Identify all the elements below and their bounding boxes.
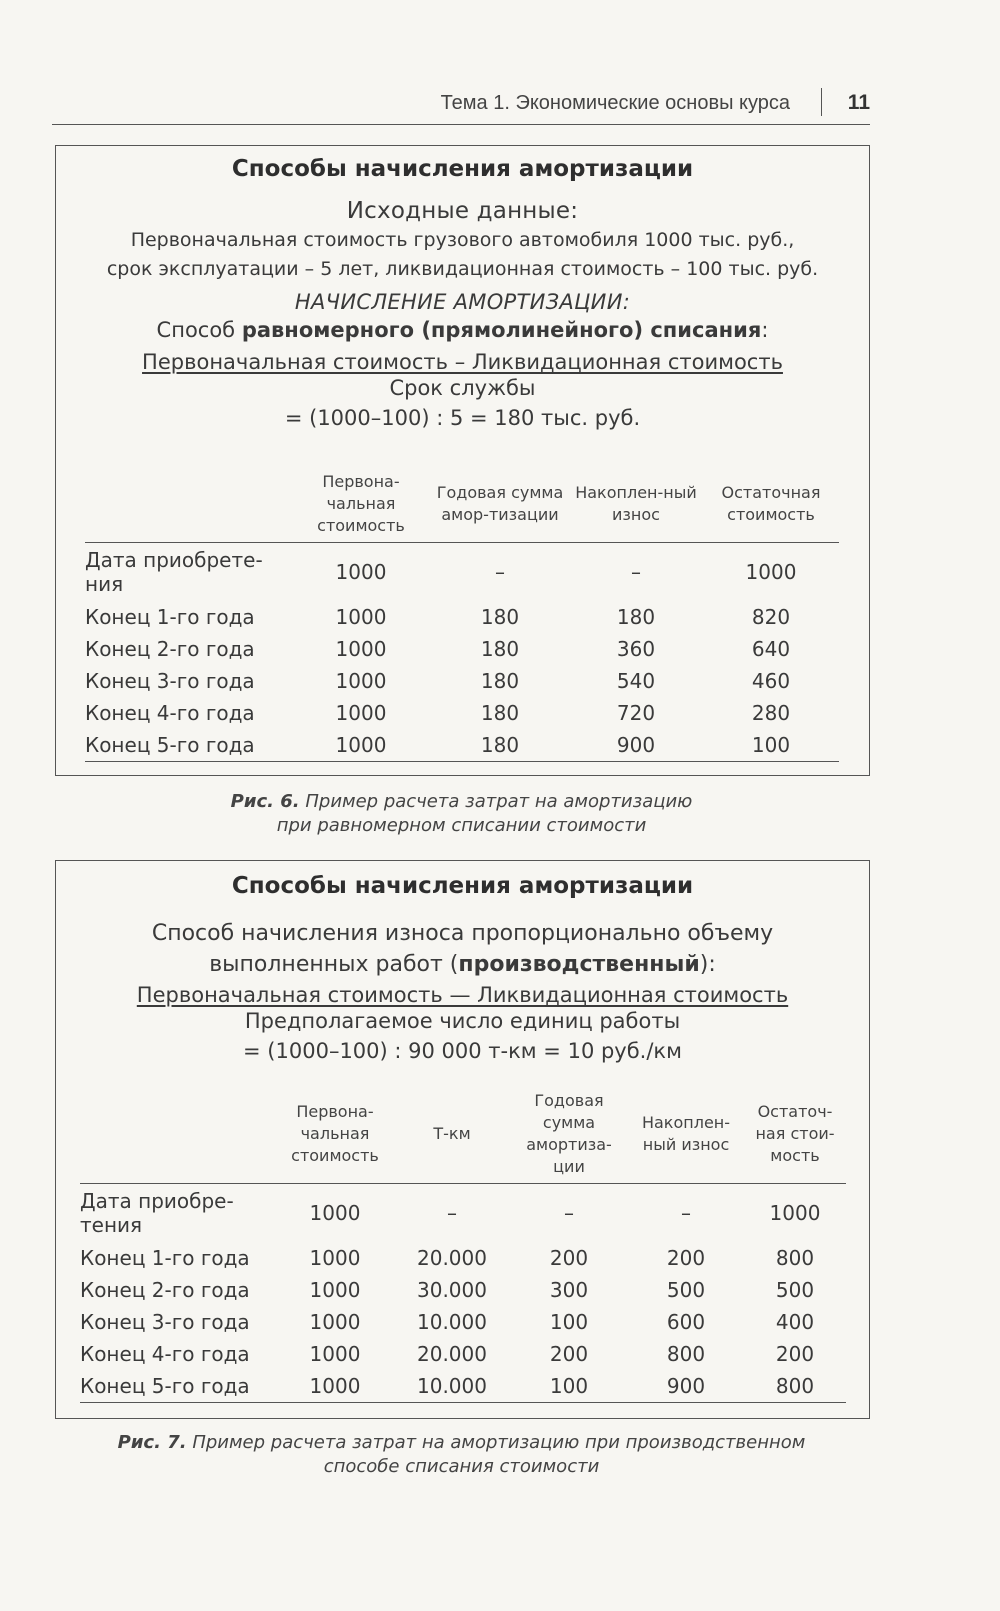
- row-label: Дата приобрете-ния: [85, 548, 263, 596]
- page-number: 11: [847, 91, 870, 114]
- table-row: [85, 665, 839, 697]
- method-name: равномерного (прямолинейного) списания: [241, 318, 762, 342]
- table-row: [85, 601, 839, 633]
- column-header: Годовая сумма амор-тизации: [431, 470, 569, 543]
- table-cell: 720: [616, 701, 656, 725]
- formula-numerator: Первоначальная стоимость — Ликвидационная стоимость: [136, 983, 789, 1007]
- method-line: [56, 318, 869, 342]
- table-cell: 200: [549, 1246, 589, 1270]
- table-cell: 1000: [309, 1201, 361, 1225]
- table-row: [85, 729, 839, 762]
- table-cell: 600: [666, 1310, 706, 1334]
- method-prefix: Способ: [156, 318, 242, 342]
- table-cell: –: [631, 560, 641, 584]
- caption-text: Пример расчета затрат на амортизацию при производственном: [192, 1432, 806, 1453]
- table-row: [85, 697, 839, 729]
- column-header: Т-км: [394, 1089, 510, 1184]
- table-row: [80, 1306, 846, 1338]
- column-header: Годовая сумма амортиза-ции: [510, 1089, 628, 1184]
- figure-6-box: [55, 145, 870, 776]
- caption-line-2: при равномерном списании стоимости: [276, 815, 647, 836]
- table-cell: –: [495, 560, 505, 584]
- table-header-row: [80, 1089, 846, 1184]
- row-label: Конец 1-го года: [85, 605, 255, 629]
- table-cell: 1000: [291, 729, 431, 762]
- caption-text: Пример расчета затрат на амортизацию: [305, 791, 693, 812]
- figure-7-box: [55, 860, 870, 1419]
- figure-6-caption: [55, 790, 868, 838]
- table-cell: 100: [703, 729, 839, 762]
- table-cell: 1000: [309, 1310, 361, 1334]
- row-label: Конец 3-го года: [85, 669, 255, 693]
- caption-line-1: [55, 790, 868, 814]
- method-line-2: [56, 952, 869, 977]
- table-row: [80, 1274, 846, 1306]
- table-row: [80, 1370, 846, 1403]
- table-cell: 800: [744, 1370, 846, 1403]
- table-cell: –: [564, 1201, 574, 1225]
- table-cell: 900: [569, 729, 703, 762]
- method-name: производственный: [458, 952, 700, 977]
- table-cell: 180: [616, 605, 656, 629]
- table-cell: 200: [666, 1246, 706, 1270]
- table-cell: 800: [775, 1246, 815, 1270]
- table-row: [80, 1338, 846, 1370]
- section-heading: НАЧИСЛЕНИЕ АМОРТИЗАЦИИ:: [294, 290, 631, 314]
- depreciation-table-1: [85, 470, 839, 762]
- table-cell: 900: [628, 1370, 744, 1403]
- row-label: Конец 4-го года: [80, 1342, 250, 1366]
- table-cell: 460: [751, 669, 791, 693]
- formula-denominator: Предполагаемое число единиц работы: [244, 1009, 681, 1033]
- table-cell: 180: [431, 729, 569, 762]
- table-cell: 180: [480, 701, 520, 725]
- caption-label: Рис. 7.: [117, 1432, 187, 1453]
- row-label: Конец 4-го года: [85, 701, 255, 725]
- table-cell: 1000: [769, 1201, 821, 1225]
- column-header: Остаточная стоимость: [703, 470, 839, 543]
- column-header: Накоплен-ный износ: [628, 1089, 744, 1184]
- table-cell: 360: [616, 637, 656, 661]
- table-row: [80, 1242, 846, 1274]
- table-cell: 30.000: [417, 1278, 487, 1302]
- column-header-label: [80, 1089, 276, 1184]
- initial-data-line-1: Первоначальная стоимость грузового автомобиля 1000 тыс. руб.,: [130, 229, 795, 251]
- depreciation-table-2: [80, 1089, 846, 1403]
- table-cell: 820: [751, 605, 791, 629]
- table-cell: 1000: [309, 1278, 361, 1302]
- column-header: Первона-чальная стоимость: [276, 1089, 394, 1184]
- table-cell: –: [681, 1201, 691, 1225]
- table-cell: 640: [751, 637, 791, 661]
- formula-denominator: Срок службы: [389, 376, 536, 400]
- table-header-row: [85, 470, 839, 543]
- caption-line-2: способе списания стоимости: [323, 1456, 600, 1477]
- table-cell: 1000: [309, 1342, 361, 1366]
- table-cell: 180: [480, 637, 520, 661]
- figure-7-title: Способы начисления амортизации: [231, 873, 694, 899]
- table-cell: 1000: [276, 1370, 394, 1403]
- running-head-title: Тема 1. Экономические основы курса: [440, 92, 790, 114]
- initial-data-line-2: срок эксплуатации – 5 лет, ликвидационная стоимость – 100 тыс. руб.: [106, 258, 819, 280]
- table-cell: 800: [666, 1342, 706, 1366]
- table-cell: 1000: [335, 669, 387, 693]
- caption-line-1: [55, 1431, 868, 1455]
- table-cell: 400: [775, 1310, 815, 1334]
- column-header-label: [85, 470, 291, 543]
- table-cell: 10.000: [417, 1310, 487, 1334]
- column-header: Первона-чальная стоимость: [291, 470, 431, 543]
- table-cell: 1000: [309, 1246, 361, 1270]
- table-cell: 180: [480, 605, 520, 629]
- formula-result: = (1000–100) : 90 000 т-км = 10 руб./км: [243, 1039, 682, 1063]
- table-cell: 180: [480, 669, 520, 693]
- table-cell: 100: [510, 1370, 628, 1403]
- table-cell: 500: [775, 1278, 815, 1302]
- row-label: Дата приобре-тения: [80, 1189, 234, 1237]
- table-cell: 20.000: [417, 1246, 487, 1270]
- method-line-1: Способ начисления износа пропорционально объему: [151, 921, 774, 946]
- table-cell: 1000: [335, 637, 387, 661]
- table-cell: 540: [616, 669, 656, 693]
- table-cell: 280: [751, 701, 791, 725]
- table-cell: 100: [549, 1310, 589, 1334]
- running-head: [52, 88, 870, 125]
- column-header: Накоплен-ный износ: [569, 470, 703, 543]
- table-row: [85, 633, 839, 665]
- table-cell: 200: [549, 1342, 589, 1366]
- row-label: Конец 2-го года: [85, 637, 255, 661]
- table-cell: 1000: [335, 560, 387, 584]
- table-row: [80, 1184, 846, 1243]
- method-suffix: :: [761, 318, 769, 342]
- row-label: Конец 5-го года: [80, 1370, 276, 1403]
- initial-data-label: Исходные данные:: [346, 198, 579, 224]
- row-label: Конец 3-го года: [80, 1310, 250, 1334]
- table-cell: 1000: [335, 605, 387, 629]
- formula-result: = (1000–100) : 5 = 180 тыс. руб.: [284, 406, 641, 430]
- table-cell: 200: [775, 1342, 815, 1366]
- table-cell: –: [447, 1201, 457, 1225]
- method-prefix: выполненных работ (: [209, 952, 459, 977]
- formula-numerator: Первоначальная стоимость – Ликвидационная стоимость: [142, 350, 783, 374]
- column-header: Остаточ-ная стои-мость: [744, 1089, 846, 1184]
- table-cell: 20.000: [417, 1342, 487, 1366]
- method-suffix: ):: [699, 952, 716, 977]
- row-label: Конец 5-го года: [85, 729, 291, 762]
- caption-label: Рис. 6.: [230, 791, 300, 812]
- table-cell: 300: [549, 1278, 589, 1302]
- table-cell: 1000: [745, 560, 797, 584]
- table-cell: 500: [666, 1278, 706, 1302]
- running-head-separator: [821, 88, 823, 116]
- table-row: [85, 543, 839, 602]
- table-cell: 1000: [335, 701, 387, 725]
- figure-6-title: Способы начисления амортизации: [231, 156, 694, 182]
- row-label: Конец 2-го года: [80, 1278, 250, 1302]
- table-cell: 10.000: [394, 1370, 510, 1403]
- row-label: Конец 1-го года: [80, 1246, 250, 1270]
- figure-7-caption: [55, 1431, 868, 1479]
